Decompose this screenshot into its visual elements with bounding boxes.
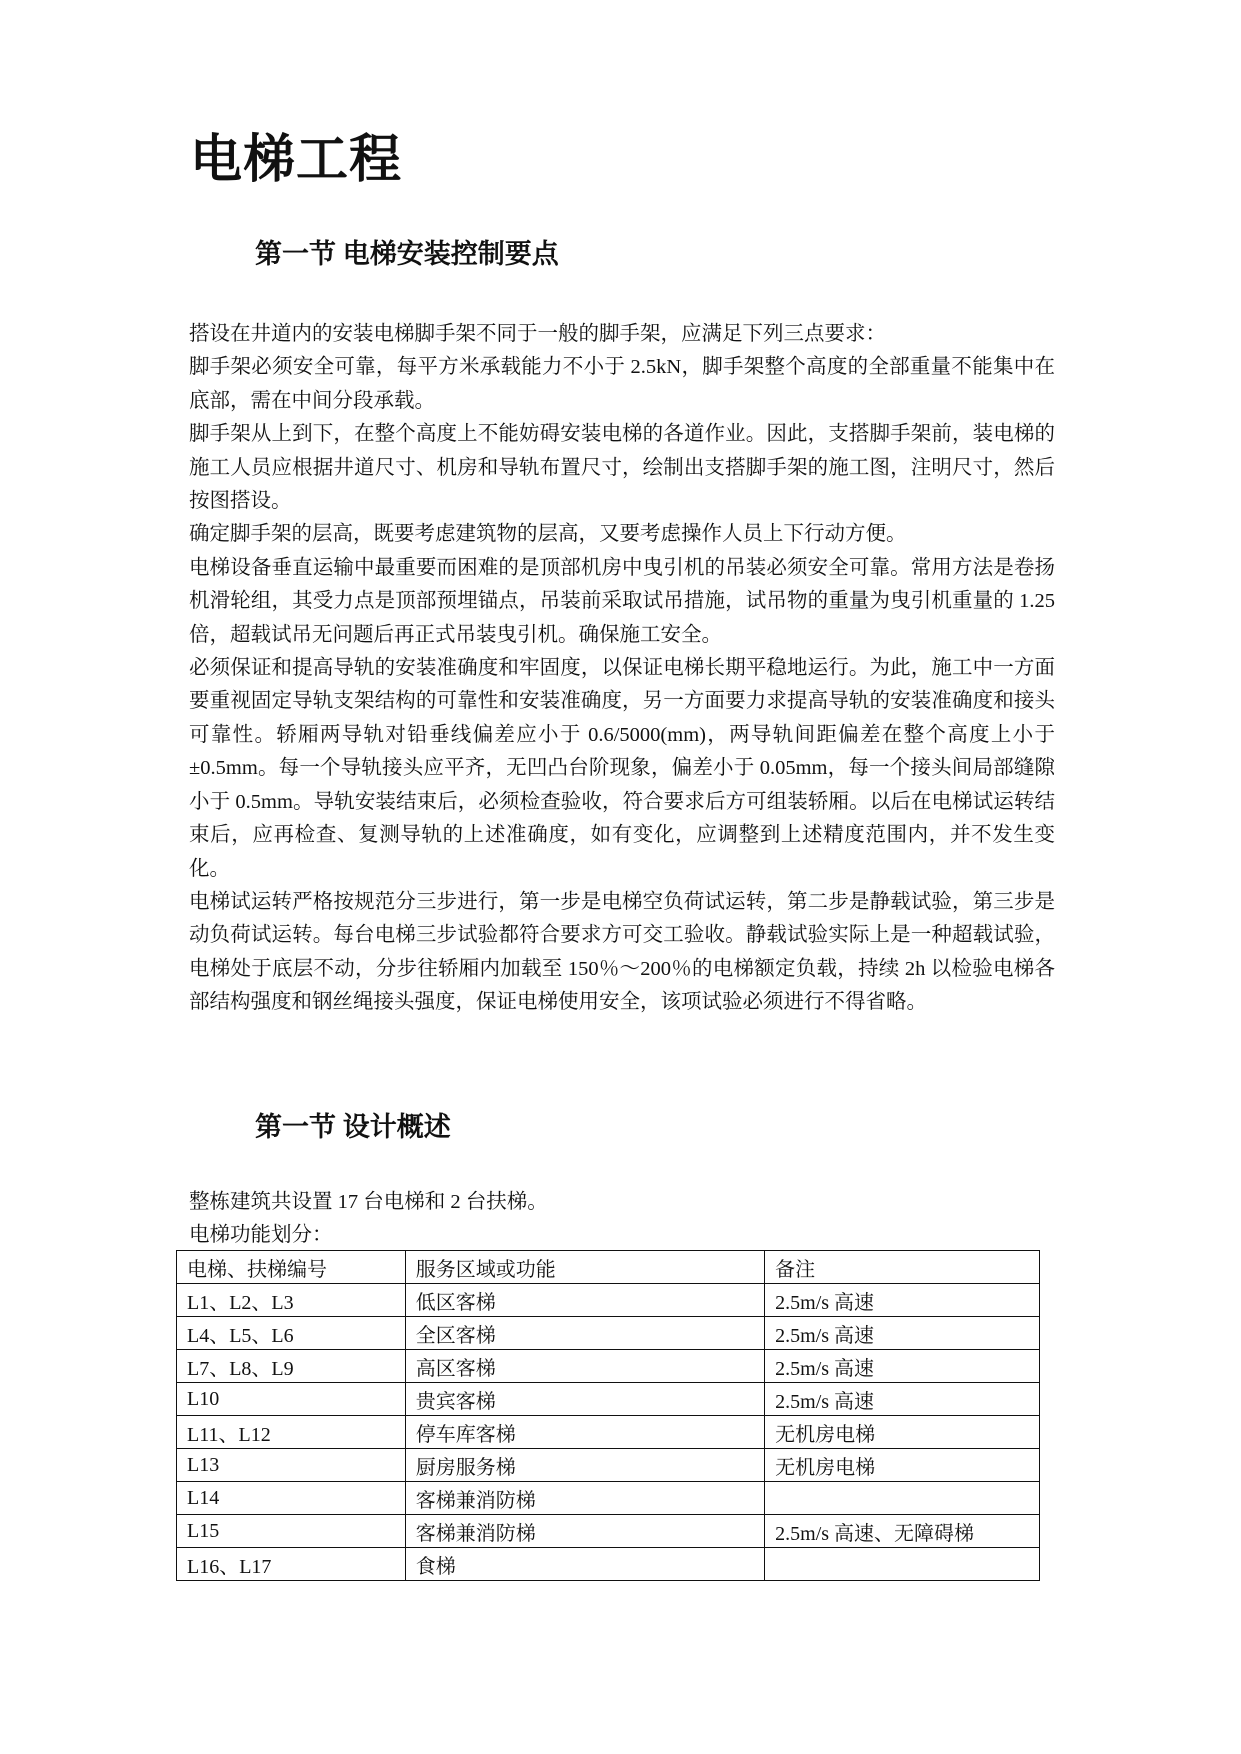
column-header-function: 服务区域或功能 (405, 1251, 764, 1284)
table-cell: L4、L5、L6 (177, 1317, 406, 1350)
table-cell: 高区客梯 (405, 1350, 764, 1383)
paragraph: 电梯功能划分： (189, 1224, 333, 1247)
column-header-remarks: 备注 (765, 1251, 1040, 1284)
table-cell: L15 (177, 1515, 406, 1548)
section-body-installation (189, 318, 1055, 1020)
table-cell: 全区客梯 (405, 1317, 764, 1350)
table-row (177, 1284, 1040, 1317)
section-heading-design-overview: 第一节 设计概述 (255, 1112, 451, 1142)
elevator-function-table (176, 1250, 1040, 1581)
table-cell: 停车库客梯 (405, 1416, 764, 1449)
paragraph: 确定脚手架的层高，既要考虑建筑物的层高，又要考虑操作人员上下行动方便。 (189, 523, 907, 546)
table-cell: 厨房服务梯 (405, 1449, 764, 1482)
table-cell: L11、L12 (177, 1416, 406, 1449)
paragraph: 脚手架从上到下，在整个高度上不能妨碍安装电梯的各道作业。因此，支搭脚手架前，装电梯的施工人员应根据井道尺寸、机房和导轨布置尺寸，绘制出支搭脚手架的施工图，注明尺寸，然后按图搭设。 (189, 423, 1055, 513)
table-cell: 客梯兼消防梯 (405, 1482, 764, 1515)
table-cell: L14 (177, 1482, 406, 1515)
table-cell: 2.5m/s 高速 (765, 1317, 1040, 1350)
table-cell: L1、L2、L3 (177, 1284, 406, 1317)
table-cell: 低区客梯 (405, 1284, 764, 1317)
table-cell: 2.5m/s 高速 (765, 1350, 1040, 1383)
table-cell: 贵宾客梯 (405, 1383, 764, 1416)
table-cell: 无机房电梯 (765, 1449, 1040, 1482)
table-row (177, 1548, 1040, 1581)
document-title: 电梯工程 (190, 132, 403, 189)
table-cell: 2.5m/s 高速 (765, 1284, 1040, 1317)
table-row (177, 1416, 1040, 1449)
table-cell: L16、L17 (177, 1548, 406, 1581)
table-cell: 无机房电梯 (765, 1416, 1040, 1449)
table-row (177, 1515, 1040, 1548)
table-cell (765, 1548, 1040, 1581)
paragraph: 电梯设备垂直运输中最重要而困难的是顶部机房中曳引机的吊装必须安全可靠。常用方法是卷扬机滑轮组，其受力点是顶部预埋锚点，吊装前采取试吊措施，试吊物的重量为曳引机重量的 1.25 倍，超载试吊无问题后再正式吊装曳引机。确保施工安全。 (189, 556, 1055, 646)
table-cell (765, 1482, 1040, 1515)
paragraph: 必须保证和提高导轨的安装准确度和牢固度，以保证电梯长期平稳地运行。为此，施工中一方面要重视固定导轨支架结构的可靠性和安装准确度，另一方面要力求提高导轨的安装准确度和接头可靠性。轿厢两导轨对铅垂线偏差应小于 0.6/5000(mm)，两导轨间距偏差在整个高度上小于±0.5mm。每一个导轨接头应平齐，无凹凸台阶现象，偏差小于 0.05mm，每一个接头间局部缝隙小于 0.5mm。导轨安装结束后，必须检查验收，符合要求后方可组装轿厢。以后在电梯试运转结束后，应再检查、复测导轨的上述准确度，如有变化，应调整到上述精度范围内，并不发生变化。 (189, 657, 1055, 880)
paragraph: 搭设在井道内的安装电梯脚手架不同于一般的脚手架，应满足下列三点要求： (189, 323, 886, 345)
table-row (177, 1317, 1040, 1350)
table-row (177, 1383, 1040, 1416)
table-cell: L13 (177, 1449, 406, 1482)
table-cell: 2.5m/s 高速 (765, 1383, 1040, 1416)
table-header-row (177, 1251, 1040, 1284)
paragraph: 整栋建筑共设置 17 台电梯和 2 台扶梯。 (189, 1191, 548, 1213)
table-cell: 2.5m/s 高速、无障碍梯 (765, 1515, 1040, 1548)
paragraph: 脚手架必须安全可靠，每平方米承载能力不小于 2.5kN，脚手架整个高度的全部重量不能集中在底部，需在中间分段承载。 (189, 356, 1055, 412)
table-row (177, 1482, 1040, 1515)
table-row (177, 1350, 1040, 1383)
section-heading-installation: 第一节 电梯安装控制要点 (255, 239, 559, 269)
section-body-design-overview (189, 1186, 1055, 1253)
table-cell: 客梯兼消防梯 (405, 1515, 764, 1548)
table-cell: L7、L8、L9 (177, 1350, 406, 1383)
paragraph: 电梯试运转严格按规范分三步进行，第一步是电梯空负荷试运转，第二步是静载试验，第三步是动负荷试运转。每台电梯三步试验都符合要求方可交工验收。静载试验实际上是一种超载试验，电梯处于底层不动，分步往轿厢内加载至 150％～200％的电梯额定负载，持续 2h 以检验电梯各部结构强度和钢丝绳接头强度，保证电梯使用安全，该项试验必须进行不得省略。 (189, 890, 1055, 1014)
table-row (177, 1449, 1040, 1482)
table-cell: 食梯 (405, 1548, 764, 1581)
table-cell: L10 (177, 1383, 406, 1416)
column-header-id: 电梯、扶梯编号 (177, 1251, 406, 1284)
